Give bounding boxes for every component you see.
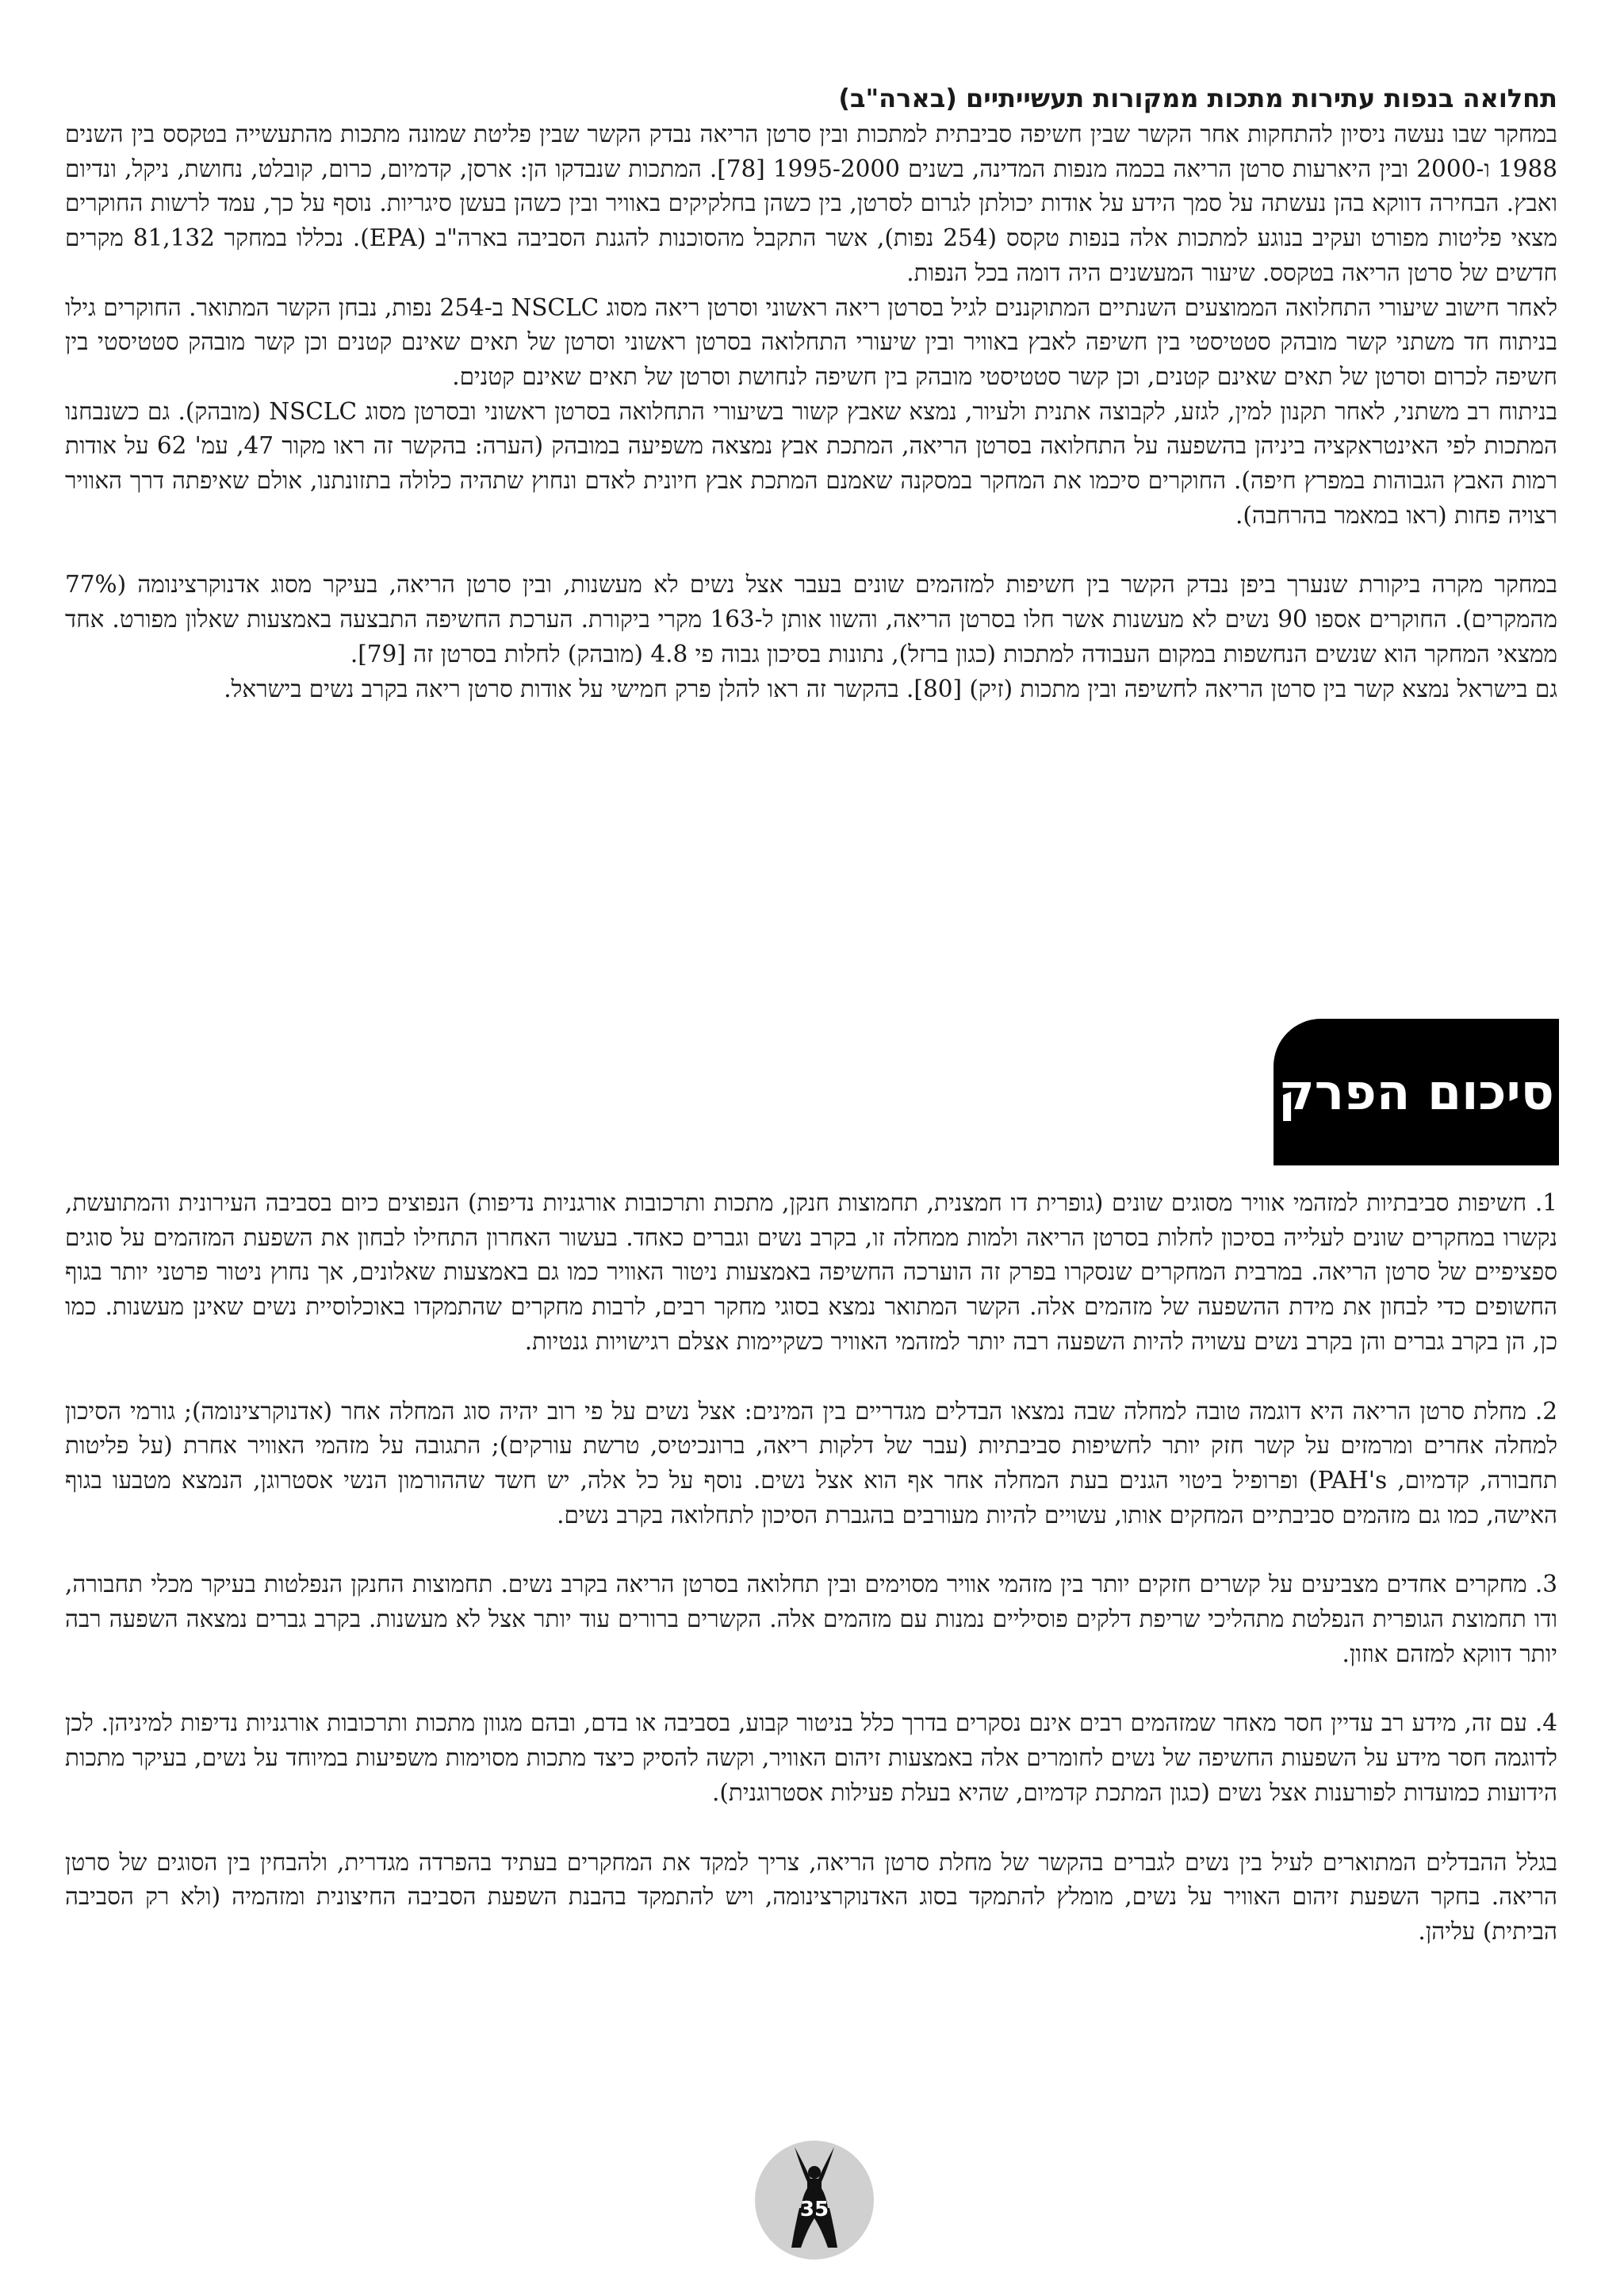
paragraph-texas-study: במחקר שבו נעשה ניסיון להתחקות אחר הקשר שבין חשיפה סביבתית למתכות ובין סרטן הריאה נבדק הקשר שבין פליטת שמונה מתכות מהתעשייה בטקסס בין השנים 1988 ו-2000 ובין היארעות סרטן הריאה בכמה מנפות המדינה, בשנים 1995-2000 [78]. המתכות שנבדקו הן: ארסן, קדמיום, כרום, קובלט, נחושת, ניקל, ונדיום ואבץ. הבחירה דווקא בהן נעשתה על סמך הידע על אודות יכולתן לגרום לסרטן, בין כשהן בחלקיקים באוויר ובין כשהן בעשן סיגריות. נוסף על כך, עמד לרשות החוקרים מצאי פליטות מפורט ועקיב בנוגע למתכות אלה בנפות טקסס (254 נפות), אשר התקבל מהסוכנות להגנת הסביבה בארה"ב (EPA). נכללו במחקר 81,132 מקרים חדשים של סרטן הריאה בטקסס. שיעור המעשנים היה דומה בכל הנפות. — [65, 121, 1557, 286]
page-number: 35 — [799, 2198, 829, 2221]
paragraph-israel: גם בישראל נמצא קשר בין סרטן הריאה לחשיפה ובין מתכות (זיק) [80]. בהקשר זה ראו להלן פרק חמישי על אודות סרטן ריאה בקרב נשים בישראל. — [224, 675, 1557, 702]
page-footer-badge — [755, 2141, 874, 2260]
paragraph-japan-study: במחקר מקרה ביקורת שנערך ביפן נבדק הקשר בין חשיפות למזהמים שונים בעבר אצל נשים לא מעשנות, ובין סרטן הריאה, בעיקר מסוג אדנוקרצינומה (77% מהמקרים). החוקרים אספו 90 נשים לא מעשנות אשר חלו בסרטן הריאה, והשוו אותן ל-163 מקרי ביקורת. הערכת החשיפה התבצעה באמצעות שאלון מפורט. אחד ממצאי המחקר הוא שנשים הנחשפות במקום העבודה למתכות (כגון ברזל), נתונות בסיכון גבוה פי 4.8 (מובהק) לחלות בסרטן זה [79]. — [65, 571, 1558, 668]
chapter-summary-title: סיכום הפרק — [1278, 1063, 1554, 1121]
main-section — [65, 79, 1557, 706]
paragraph-nsclc-analysis: לאחר חישוב שיעורי התחלואה הממוצעים השנתיים המתוקננים לגיל בסרטן ריאה ראשוני וסרטן ריאה מסוג NSCLC ב-254 נפות, נבחן הקשר המתואר. החוקרים גילו בניתוח חד משתני קשר מובהק סטטיסטי בין חשיפה לאבץ באוויר ובין שיעורי התחלואה בסרטן ראשוני וסרטן של תאים שאינם קטנים וכן קשר מובהק סטטיסטי בין חשיפה לכרום וסרטן של תאים שאינם קטנים, וכן קשר סטטיסטי מובהק בין חשיפה לנחושת וסרטן של תאים שאינם קטנים. — [65, 293, 1558, 390]
summary-item-4: 4. עם זה, מידע רב עדיין חסר מאחר שמזהמים רבים אינם נסקרים בדרך כלל בניטור קבוע, בסביבה או בדם, ובהם מגוון מתכות ותרכובות אורגניות נדיפות למיניהן. לכן לדוגמה חסר מידע על השפעות החשיפה של נשים לחומרים אלה באמצעות זיהום האוויר, וקשה להסיק כיצד מתכות מסוימות משפיעות במיוחד על נשים, בעיקר מתכות הידועות כמועדות לפורענות אצל נשים (כגון המתכת קדמיום, שהיא בעלת פעילות אסטרוגנית). — [65, 1709, 1557, 1806]
section-title: תחלואה בנפות עתירות מתכות ממקורות תעשייתיים (בארה"ב) — [838, 83, 1557, 113]
summary-conclusion: בגלל ההבדלים המתוארים לעיל בין נשים לגברים בהקשר של מחלת סרטן הריאה, צריך למקד את המחקרים בעתיד בהפרדה מגדרית, ולהבחין בין הסוגים של סרטן הריאה. בחקר השפעת זיהום האוויר על נשים, מומלץ להתמקד בסוג האדנוקרצינומה, ויש להתמקד בהבנת השפעת הסביבה החיצונית ומזהמיה (ולא רק הסביבה הביתית) עליהן. — [65, 1848, 1557, 1945]
summary-item-1: 1. חשיפות סביבתיות למזהמי אוויר מסוגים שונים (גופרית דו חמצנית, תחמוצות חנקן, מתכות ותרכובות אורגניות נדיפות) הנפוצים כיום בסביבה העירונית והמתועשת, נקשרו במחקרים שונים לעלייה בסיכון לחלות בסרטן הריאה ולמות ממחלה זו, בקרב נשים וגברים כאחד. בעשור האחרון התחילו לבחון את השפעת המזהמים על סוגים ספציפיים של סרטן הריאה. במרבית המחקרים שנסקרו בפרק זה הוערכה החשיפה באמצעות ניטור האוויר כמו גם באמצעות שאלונים, אך נחוץ ניטור פרטני יותר בגוף החשופים כדי לבחון את מידת ההשפעה של מזהמים אלה. הקשר המתואר נמצא בסוגי מחקר רבים, לרבות מחקרים שהתמקדו באוכלוסיית נשים שאינן מעשנות. כמו כן, הן בקרב גברים והן בקרב נשים עשויה להיות השפעה רבה יותר למזהמי האוויר כשקיימות אצלם רגישויות גנטיות. — [65, 1189, 1557, 1355]
paragraph-multivariate: בניתוח רב משתני, לאחר תקנון למין, לגזע, לקבוצה אתנית ולעיור, נמצא שאבץ קשור בשיעורי התחלואה בסרטן ראשוני ובסרטן מסוג NSCLC (מובהק). גם כשנבחנו המתכות לפי האינטראקציה ביניהן בהשפעה על התחלואה בסרטן הריאה, המתכת אבץ נמצאה משפיעה במובהק (הערה: בהקשר זה ראו מקור 47, עמ' 62 על אודות רמות האבץ הגבוהות במפרץ חיפה). החוקרים סיכמו את המחקר במסקנה שאמנם המתכת אבץ חיונית לאדם ונחוץ שתהיה כלולה בתזונתנו, אולם שאיפתה דרך האוויר רצויה פחות (ראו במאמר בהרחבה). — [65, 397, 1557, 529]
summary-item-2: 2. מחלת סרטן הריאה היא דוגמה טובה למחלה שבה נמצאו הבדלים מגדריים בין המינים: אצל נשים על פי רוב יהיה סוג המחלה אחר (אדנוקרצינומה); גורמי הסיכון למחלה אחרים ומרמזים על קשר חזק יותר לחשיפות סביבתיות (עבר של דלקות ריאה, ברונכיטיס, טרשת עורקים); התגובה על מזהמי האוויר אחרת (על פליטות תחבורה, קדמיום, PAH's) ופרופיל ביטוי הגנים בעת המחלה אחר אף הוא אצל נשים. נוסף על כל אלה, יש חשד שההורמון הנשי אסטרוגן, הנמצא מטבעו בגוף האישה, כמו גם מזהמים סביבתיים המחקים אותו, עשויים להיות מעורבים בהגברת הסיכון לתחלואה בקרב נשים. — [65, 1397, 1557, 1529]
chapter-summary-heading — [1274, 1019, 1559, 1165]
summary-item-3: 3. מחקרים אחדים מצביעים על קשרים חזקים יותר בין מזהמי אוויר מסוימים ובין תחלואה בסרטן הריאה בקרב נשים. תחמוצות החנקן הנפלטות בעיקר מכלי תחבורה, ודו תחמוצת הגופרית הנפלטת מתהליכי שריפת דלקים פוסיליים נמנות עם מזהמים אלה. הקשרים ברורים עוד יותר אצל לא מעשנות. בקרב גברים נמצאה השפעה רבה יותר דווקא למזהם אוזון. — [65, 1571, 1557, 1667]
summary-section — [65, 1186, 1557, 1950]
